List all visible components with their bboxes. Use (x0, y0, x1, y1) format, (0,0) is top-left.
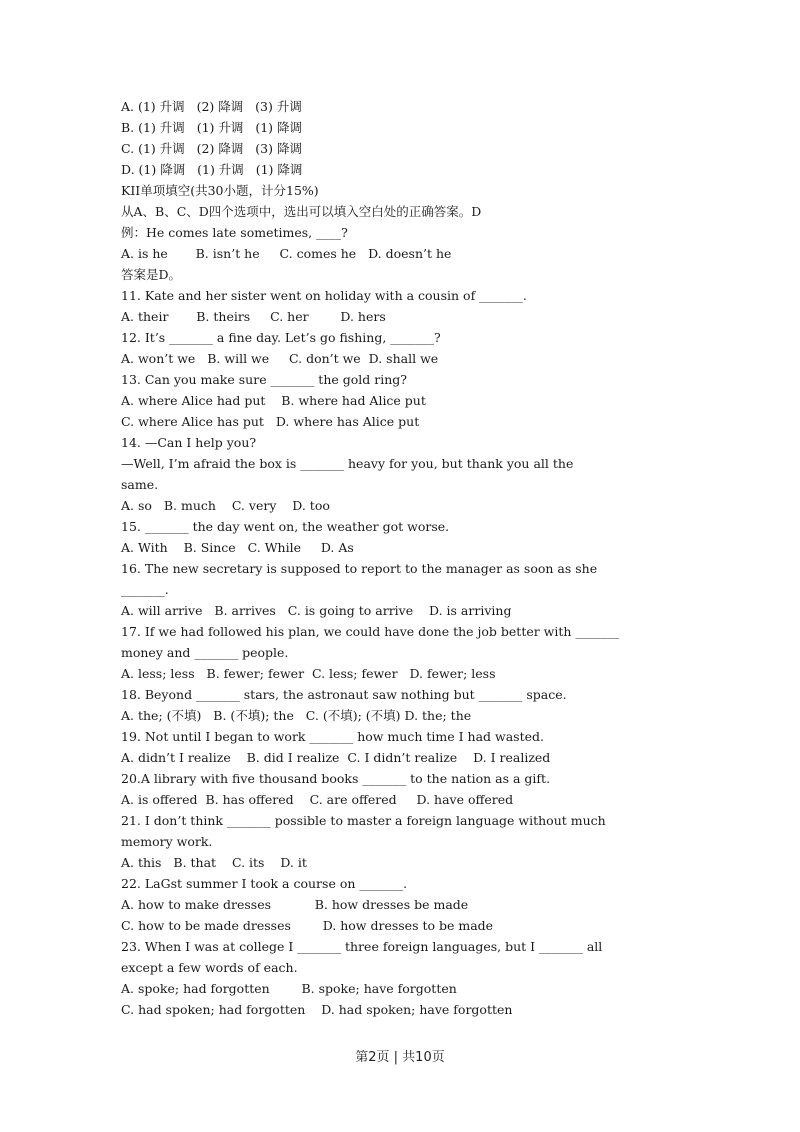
page-footer: 第2页 | 共10页 (355, 1050, 445, 1065)
text-line: A. will arrive B. arrives C. is going to arrive D. is arriving (121, 603, 512, 618)
text-line: 12. It’s _______ a fine day. Let’s go fishing, _______? (121, 330, 441, 345)
text-line: A. With B. Since C. While D. As (121, 540, 354, 555)
text-line: memory work. (121, 834, 213, 849)
text-line: 答案是D。 (121, 267, 182, 282)
text-line: 19. Not until I began to work _______ how much time I had wasted. (121, 729, 544, 744)
text-line: D. (1) 降调 (1) 升调 (1) 降调 (121, 162, 303, 177)
text-line: A. won’t we B. will we C. don’t we D. shall we (121, 351, 439, 366)
text-line: B. (1) 升调 (1) 升调 (1) 降调 (121, 120, 303, 135)
text-line: A. so B. much C. very D. too (121, 498, 330, 513)
text-line: 22. LaGst summer I took a course on _______. (121, 876, 408, 891)
page-body (121, 96, 691, 1020)
text-line: 例：He comes late sometimes, ____? (121, 225, 348, 240)
text-line: 14. —Can I help you? (121, 435, 257, 450)
text-line: 13. Can you make sure _______ the gold ring? (121, 372, 407, 387)
text-line: money and _______ people. (121, 645, 289, 660)
text-line: A. less; less B. fewer; fewer C. less; fewer D. fewer; less (121, 666, 496, 681)
text-line: A. their B. theirs C. her D. hers (121, 309, 386, 324)
text-line: A. how to make dresses B. how dresses be made (121, 897, 469, 912)
text-line: same. (121, 477, 159, 492)
text-line: C. where Alice has put D. where has Alice put (121, 414, 420, 429)
text-line: C. (1) 升调 (2) 降调 (3) 降调 (121, 141, 302, 156)
text-line: —Well, I’m afraid the box is _______ heavy for you, but thank you all the (121, 456, 574, 471)
text-line: A. spoke; had forgotten B. spoke; have forgotten (121, 981, 457, 996)
text-line: A. is offered B. has offered C. are offered D. have offered (121, 792, 514, 807)
text-line: 11. Kate and her sister went on holiday with a cousin of _______. (121, 288, 527, 303)
text-line: 21. I don’t think _______ possible to master a foreign language without much (121, 813, 606, 828)
text-line: C. had spoken; had forgotten D. had spoken; have forgotten (121, 1002, 513, 1017)
text-line: A. is he B. isn’t he C. comes he D. doesn’t he (121, 246, 452, 261)
text-line: 20.A library with five thousand books _______ to the nation as a gift. (121, 771, 551, 786)
text-line: _______. (121, 582, 169, 597)
text-line: A. where Alice had put B. where had Alice put (121, 393, 426, 408)
text-line: A. didn’t I realize B. did I realize C. I didn’t realize D. I realized (121, 750, 551, 765)
text-line: 17. If we had followed his plan, we could have done the job better with _______ (121, 624, 620, 639)
text-line: 15. _______ the day went on, the weather got worse. (121, 519, 450, 534)
text-line: A. this B. that C. its D. it (121, 855, 307, 870)
text-line: KII单项填空(共30小题，计分15%) (121, 183, 319, 198)
text-line: C. how to be made dresses D. how dresses to be made (121, 918, 494, 933)
text-line: except a few words of each. (121, 960, 298, 975)
text-line: 18. Beyond _______ stars, the astronaut saw nothing but _______ space. (121, 687, 567, 702)
text-line: A. the; (不填) B. (不填); the C. (不填); (不填) D. the; the (121, 708, 472, 723)
text-line: 从A、B、C、D四个选项中，选出可以填入空白处的正确答案。D (121, 204, 482, 219)
text-line: 23. When I was at college I _______ three foreign languages, but I _______ all (121, 939, 603, 954)
text-line: A. (1) 升调 (2) 降调 (3) 升调 (121, 99, 302, 114)
text-line: 16. The new secretary is supposed to report to the manager as soon as she (121, 561, 598, 576)
